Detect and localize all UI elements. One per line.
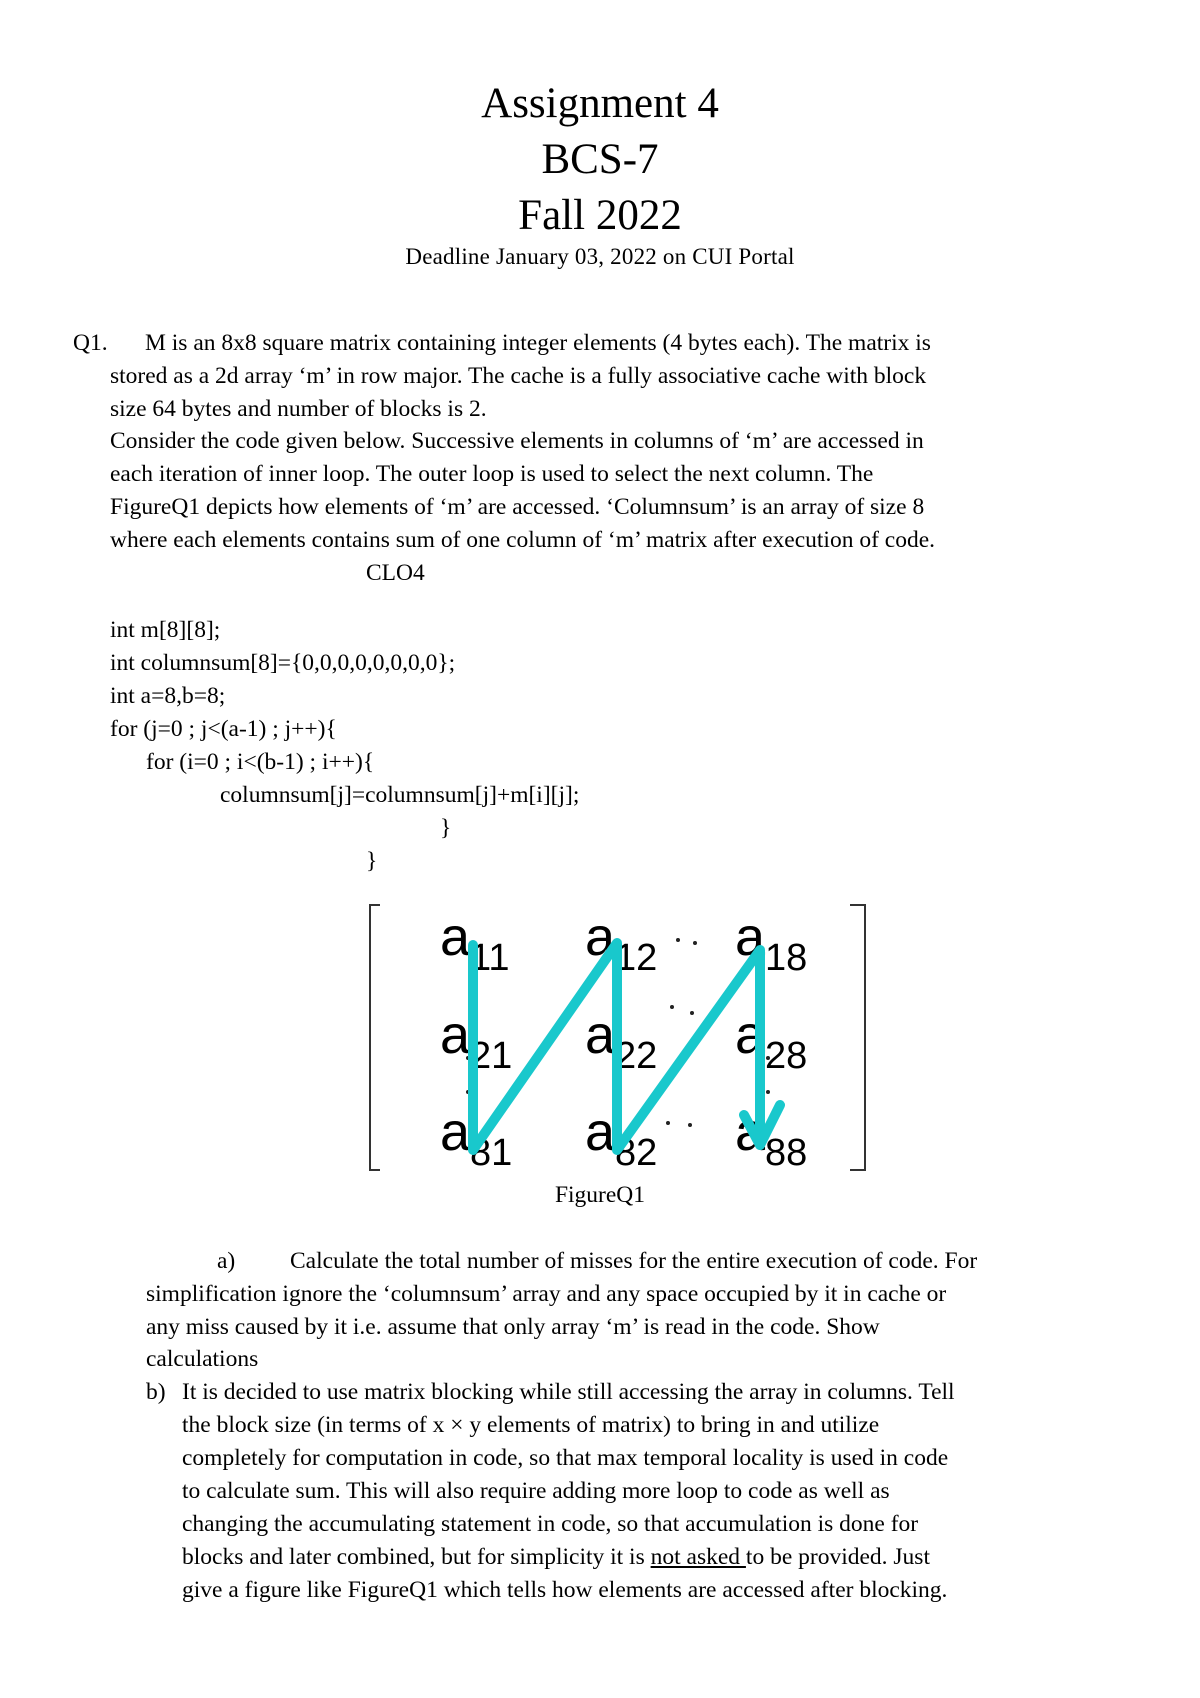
code-line-2: int columnsum[8]={0,0,0,0,0,0,0,0}; (110, 650, 456, 676)
left-bracket (370, 905, 380, 1170)
part-b-line-2: the block size (in terms of x × y elements of matrix) to bring in and utilize (182, 1412, 880, 1438)
q1-line-4: Consider the code given below. Successive elements in columns of ‘m’ are accessed in (110, 428, 924, 454)
code-line-8: } (366, 848, 378, 874)
element-sub-88: 88 (765, 1132, 808, 1174)
element-base-11: a (440, 907, 471, 967)
code-line-5: for (i=0 ; i<(b-1) ; i++){ (146, 749, 375, 775)
part-b-line-7: give a figure like FigureQ1 which tells how elements are accessed after blocking. (182, 1577, 948, 1603)
part-b-line-5: changing the accumulating statement in code, so that accumulation is done for (182, 1511, 919, 1537)
element-sub-28: 28 (765, 1035, 808, 1077)
part-b-label: b) (146, 1379, 166, 1405)
part-b-line-6 (182, 1541, 930, 1574)
element-base-88: a (735, 1102, 766, 1162)
q1-line-6: FigureQ1 depicts how elements of ‘m’ are accessed. ‘Columnsum’ is an array of size 8 (110, 494, 925, 520)
element-base-82: a (585, 1102, 616, 1162)
part-b-not-asked: not asked (650, 1544, 746, 1570)
element-sub-21: 21 (470, 1035, 513, 1077)
course-code: BCS-7 (541, 136, 659, 183)
element-base-21: a (440, 1005, 471, 1065)
code-line-4: for (j=0 ; j<(a-1) ; j++){ (110, 716, 337, 742)
part-a-line-1: Calculate the total number of misses for the entire execution of code. For (290, 1248, 978, 1274)
element-sub-18: 18 (765, 937, 808, 979)
part-b-line-1: It is decided to use matrix blocking while still accessing the array in columns. Tell (182, 1379, 955, 1405)
element-base-18: a (735, 907, 766, 967)
q1-line-7: where each elements contains sum of one column of ‘m’ matrix after execution of code. (110, 527, 936, 553)
part-a-line-4: calculations (146, 1346, 259, 1372)
element-sub-82: 82 (615, 1132, 658, 1174)
code-line-1: int m[8][8]; (110, 617, 221, 643)
part-a-line-2: simplification ignore the ‘columnsum’ array and any space occupied by it in cache or (146, 1281, 947, 1307)
q1-line-1: M is an 8x8 square matrix containing integer elements (4 bytes each). The matrix is (145, 330, 931, 356)
right-bracket (850, 905, 865, 1170)
q1-line-3: size 64 bytes and number of blocks is 2. (110, 396, 487, 422)
element-base-12: a (585, 907, 616, 967)
part-a-line-3: any miss caused by it i.e. assume that only array ‘m’ is read in the code. Show (146, 1314, 880, 1340)
code-line-6: columnsum[j]=columnsum[j]+m[i][j]; (220, 782, 580, 808)
part-b-line-6-post: to be provided. Just (745, 1544, 930, 1570)
element-sub-11: 11 (470, 937, 510, 979)
element-sub-22: 22 (615, 1035, 658, 1077)
part-a-label: a) (217, 1248, 236, 1274)
element-base-81: a (440, 1102, 471, 1162)
q1-label: Q1. (73, 330, 108, 356)
assignment-title: Assignment 4 (481, 80, 719, 127)
code-line-7: } (440, 815, 452, 841)
figure-caption: FigureQ1 (554, 1182, 646, 1208)
part-b-line-4: to calculate sum. This will also require adding more loop to code as well as (182, 1478, 890, 1504)
part-b-line-3: completely for computation in code, so that max temporal locality is used in code (182, 1445, 949, 1471)
term: Fall 2022 (518, 192, 682, 239)
deadline: Deadline January 03, 2022 on CUI Portal (405, 244, 795, 269)
matrix-figure (360, 895, 880, 1185)
q1-line-2: stored as a 2d array ‘m’ in row major. The cache is a fully associative cache with block (110, 363, 927, 389)
q1-line-5: each iteration of inner loop. The outer loop is used to select the next column. The (110, 461, 874, 487)
code-line-3: int a=8,b=8; (110, 683, 226, 709)
element-base-28: a (735, 1005, 766, 1065)
element-sub-81: 81 (470, 1132, 513, 1174)
clo-label: CLO4 (366, 560, 425, 586)
element-base-22: a (585, 1005, 616, 1065)
element-sub-12: 12 (615, 937, 658, 979)
part-b-line-6-pre: blocks and later combined, but for simplicity it is (182, 1544, 651, 1570)
